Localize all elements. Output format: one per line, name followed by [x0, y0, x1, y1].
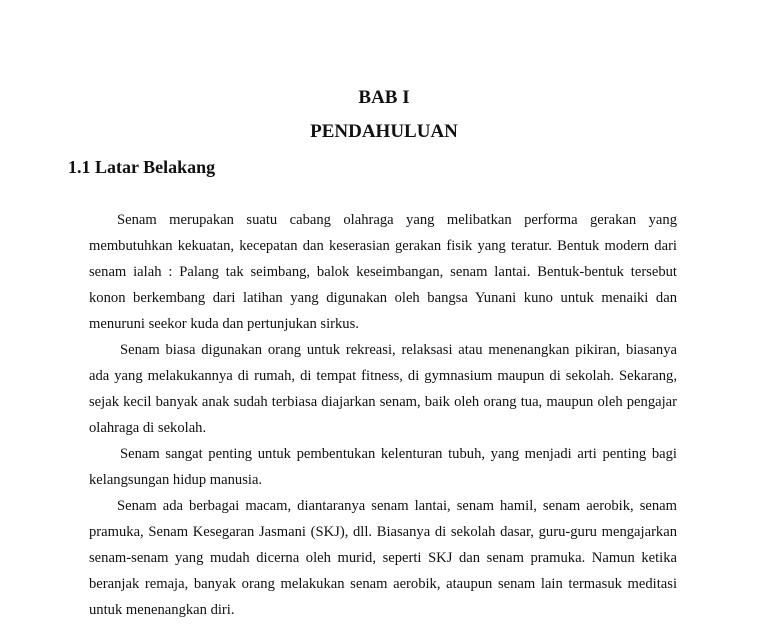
- body-text: [89, 207, 677, 623]
- paragraph-4: Senam ada berbagai macam, diantaranya senam lantai, senam hamil, senam aerobik, senam pramuka, Senam Kesegaran Jasmani (SKJ), dll. Biasanya di sekolah dasar, guru-guru mengajarkan senam-senam yang mudah dicerna oleh murid, seperti SKJ dan senam pramuka. Namun ketika beranjak remaja, banyak orang melakukan senam aerobik, ataupun senam lain termasuk meditasi untuk menenangkan diri.: [89, 498, 677, 618]
- paragraph-3: Senam sangat penting untuk pembentukan kelenturan tubuh, yang menjadi arti penting bagi kelangsungan hidup manusia.: [89, 446, 677, 488]
- section-heading: 1.1 Latar Belakang: [68, 157, 216, 177]
- paragraph-2: Senam biasa digunakan orang untuk rekreasi, relaksasi atau menenangkan pikiran, biasanya ada yang melakukannya di rumah, di tempat fitness, di gymnasium maupun di sekolah. Sekarang, sejak kecil banyak anak sudah terbiasa diajarkan senam, baik oleh orang tua, maupun oleh pengajar olahraga di sekolah.: [89, 342, 677, 436]
- chapter-title: PENDAHULUAN: [310, 121, 458, 142]
- paragraph-1: Senam merupakan suatu cabang olahraga yang melibatkan performa gerakan yang membutuhkan kekuatan, kecepatan dan keserasian gerakan fisik yang teratur. Bentuk modern dari senam ialah : Palang tak seimbang, balok keseimbangan, senam lantai. Bentuk-bentuk tersebut konon berkembang dari latihan yang digunakan oleh bangsa Yunani kuno untuk menaiki dan menuruni seekor kuda dan pertunjukan sirkus.: [89, 212, 677, 332]
- chapter-number: BAB I: [358, 87, 410, 108]
